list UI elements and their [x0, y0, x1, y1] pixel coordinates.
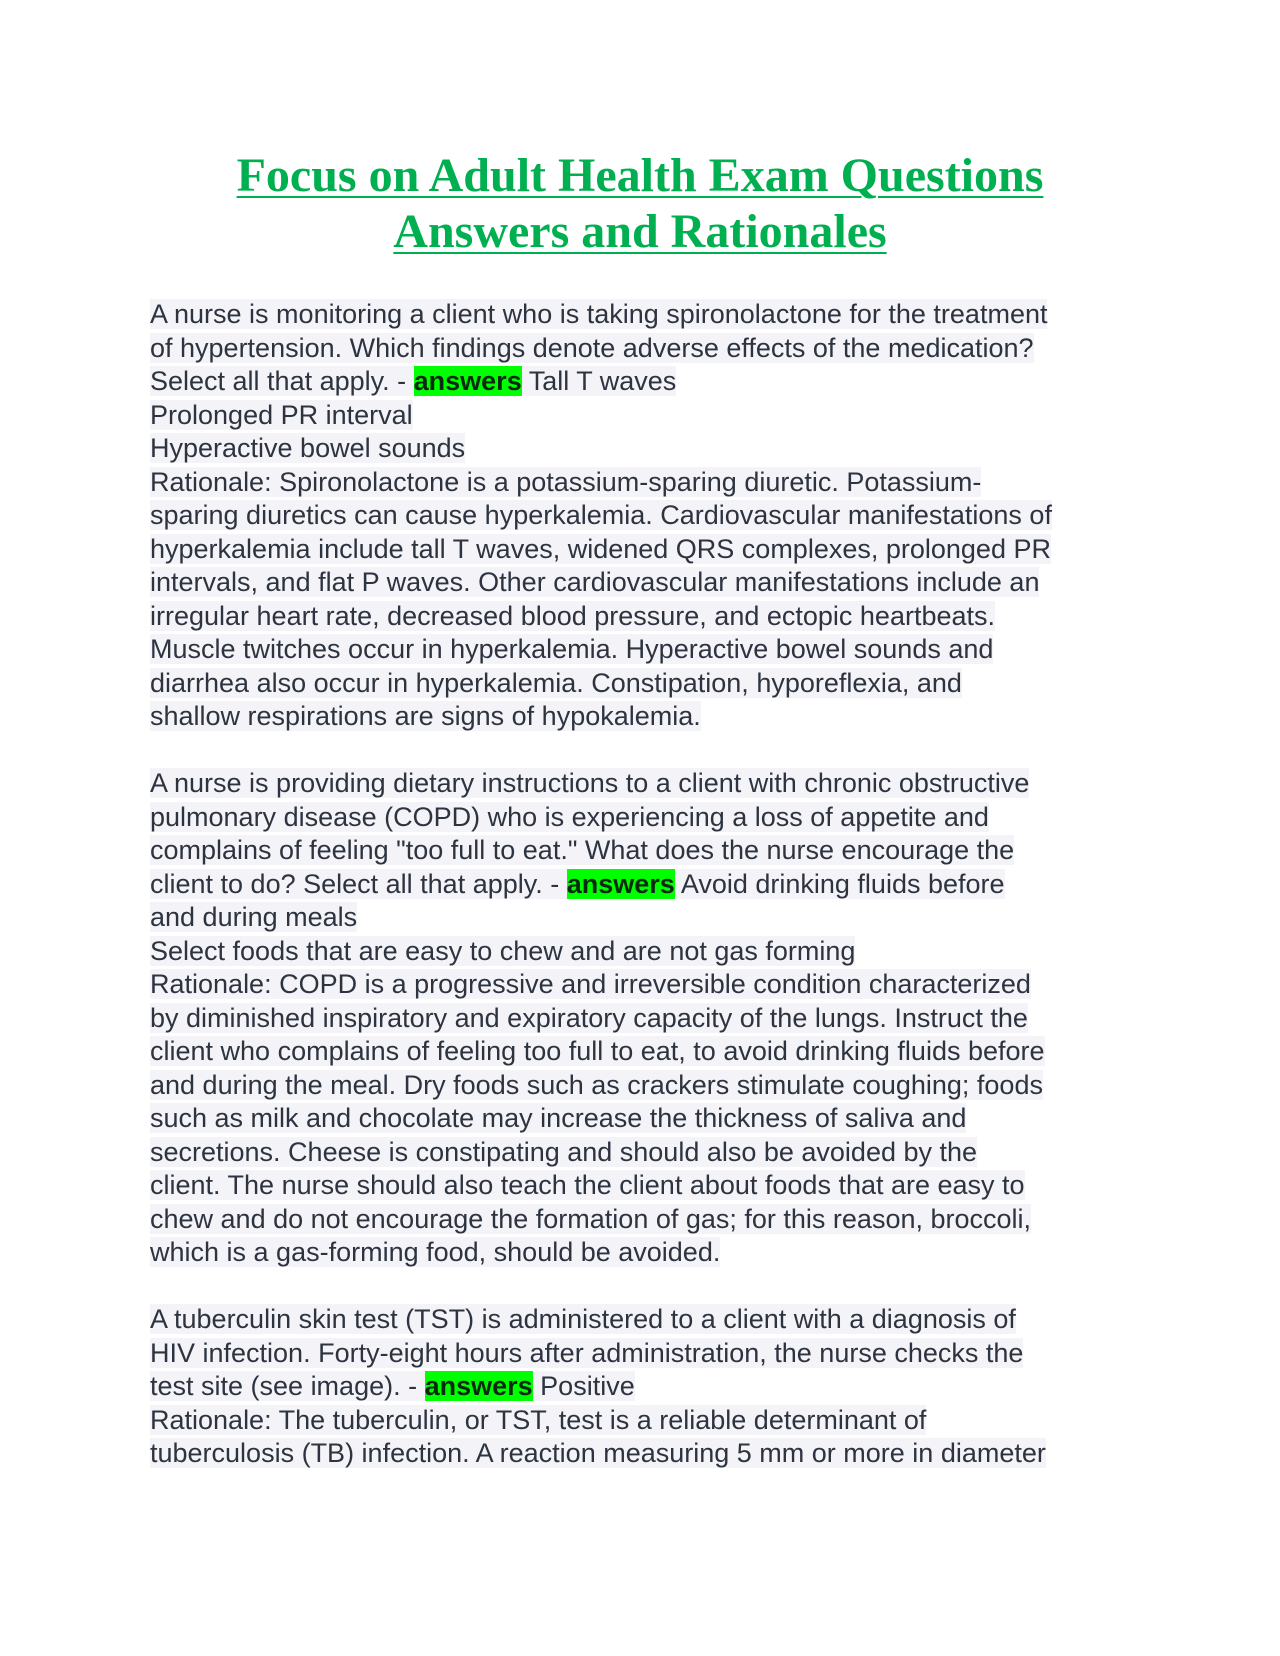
answer-line: Select foods that are easy to chew and are not gas forming [150, 935, 856, 966]
answers-tag: answers [424, 1371, 533, 1401]
rationale-line: client. The nurse should also teach the client about foods that are easy to [150, 1170, 1025, 1200]
question-text-line: A tuberculin skin test (TST) is administered to a client with a diagnosis of [150, 1304, 1016, 1334]
rationale-line: which is a gas-forming food, should be avoided. [150, 1237, 721, 1267]
paragraph-spacer [150, 1270, 1140, 1304]
title-line-2: Answers and Rationales [393, 205, 887, 258]
answer-line: and during meals [150, 902, 358, 932]
rationale-line: Rationale: The tuberculin, or TST, test is a reliable determinant of [150, 1404, 927, 1435]
rationale-line: irregular heart rate, decreased blood pressure, and ectopic heartbeats. [150, 600, 996, 631]
rationale-line: by diminished inspiratory and expiratory capacity of the lungs. Instruct the [150, 1002, 1028, 1033]
rationale-line: and during the meal. Dry foods such as crackers stimulate coughing; foods [150, 1069, 1043, 1100]
answer-line: Select all that apply. - answers Tall T waves [150, 366, 677, 396]
title-line-1: Focus on Adult Health Exam Questions [236, 149, 1044, 202]
rationale-line: shallow respirations are signs of hypokalemia. [150, 701, 701, 731]
question-block-3 [150, 1303, 1140, 1471]
question-text-line: complains of feeling "too full to eat." What does the nurse encourage the [150, 835, 1015, 865]
rationale-line: tuberculosis (TB) infection. A reaction measuring 5 mm or more in diameter [150, 1438, 1046, 1468]
rationale-line: diarrhea also occur in hyperkalemia. Constipation, hyporeflexia, and [150, 667, 962, 698]
question-block-2 [150, 767, 1140, 1270]
rationale-line: sparing diuretics can cause hyperkalemia. Cardiovascular manifestations of [150, 500, 1052, 530]
question-text-line: A nurse is monitoring a client who is taking spironolactone for the treatment [150, 299, 1048, 329]
question-text-line: of hypertension. Which findings denote adverse effects of the medication? [150, 332, 1034, 363]
question-text-line: pulmonary disease (COPD) who is experiencing a loss of appetite and [150, 801, 989, 832]
answer-line: Prolonged PR interval [150, 399, 413, 430]
rationale-line: such as milk and chocolate may increase the thickness of saliva and [150, 1103, 967, 1133]
answer-line: Hyperactive bowel sounds [150, 433, 466, 463]
rationale-line: Rationale: Spironolactone is a potassium-sparing diuretic. Potassium- [150, 466, 982, 497]
rationale-line: secretions. Cheese is constipating and should also be avoided by the [150, 1136, 978, 1167]
question-block-1 [150, 298, 1140, 734]
answers-tag: answers [566, 868, 675, 899]
rationale-line: intervals, and flat P waves. Other cardiovascular manifestations include an [150, 567, 1040, 597]
rationale-line: Muscle twitches occur in hyperkalemia. Hyperactive bowel sounds and [150, 634, 994, 664]
rationale-line: Rationale: COPD is a progressive and irreversible condition characterized [150, 969, 1031, 999]
answer-line: client to do? Select all that apply. - answers Avoid drinking fluids before [150, 868, 1005, 899]
rationale-line: client who complains of feeling too full to eat, to avoid drinking fluids before [150, 1036, 1045, 1066]
document-body [150, 298, 1140, 1471]
rationale-line: chew and do not encourage the formation of gas; for this reason, broccoli, [150, 1203, 1032, 1234]
question-text-line: HIV infection. Forty-eight hours after administration, the nurse checks the [150, 1337, 1024, 1368]
paragraph-spacer [150, 734, 1140, 768]
rationale-line: hyperkalemia include tall T waves, widened QRS complexes, prolonged PR [150, 533, 1051, 564]
document-title [150, 148, 1130, 260]
answers-tag: answers [413, 366, 522, 396]
question-text-line: A nurse is providing dietary instructions to a client with chronic obstructive [150, 768, 1030, 798]
answer-line: test site (see image). - answers Positive [150, 1371, 635, 1401]
